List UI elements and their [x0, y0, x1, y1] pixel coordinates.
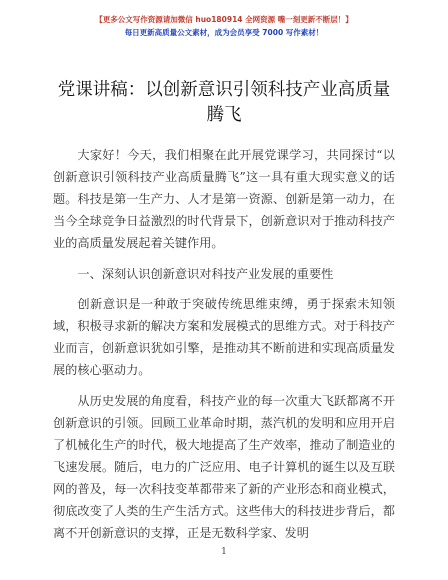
document-title: 党课讲稿：以创新意识引领科技产业高质量腾飞 [57, 80, 391, 125]
body-paragraph: 从历史发展的角度看，科技产业的每一次重大飞跃都离不开创新意识的引领。回顾工业革命时期，蒸汽机的发明和应用开启了机械化生产的时代，极大地提高了生产效率，推动了制造业的飞速发展。随后，电力的广泛应用、电子计算机的诞生以及互联网的普及，每一次科技变革都带来了新的产业形态和商业模式，彻底改变了人类的生产生活方式。这些伟大的科技进步背后，都离不开创新意识的支撑，正是无数科学家、发明 [53, 394, 395, 540]
document-body [53, 144, 395, 553]
promo-banner-line1: 【更多公文写作资源请加微信 huo180914 全网资源 嘴一刻更新不断层！】 [95, 15, 353, 24]
body-paragraph: 创新意识是一种敢于突破传统思维束缚，勇于探索未知领域，积极寻求新的解决方案和发展模式的思维方式。对于科技产业而言，创新意识犹如引擎，是推动其不断前进和实现高质量发展的核心驱动力。 [53, 297, 395, 377]
promo-banner-line2: 每日更新高质量公文素材，成为会员享受 7000 写作素材！ [124, 28, 324, 37]
page-number: 1 [221, 547, 227, 557]
section-heading: 一、深刻认识创新意识对科技产业发展的重要性 [77, 267, 334, 281]
intro-paragraph: 大家好！今天，我们相聚在此开展党课学习，共同探讨“以创新意识引领科技产业高质量腾飞”这一具有重大现实意义的话题。科技是第一生产力、人才是第一资源、创新是第一动力，在当今全球竞争日益激烈的时代背景下，创新意识对于推动科技产业的高质量发展起着关键作用。 [53, 148, 395, 250]
